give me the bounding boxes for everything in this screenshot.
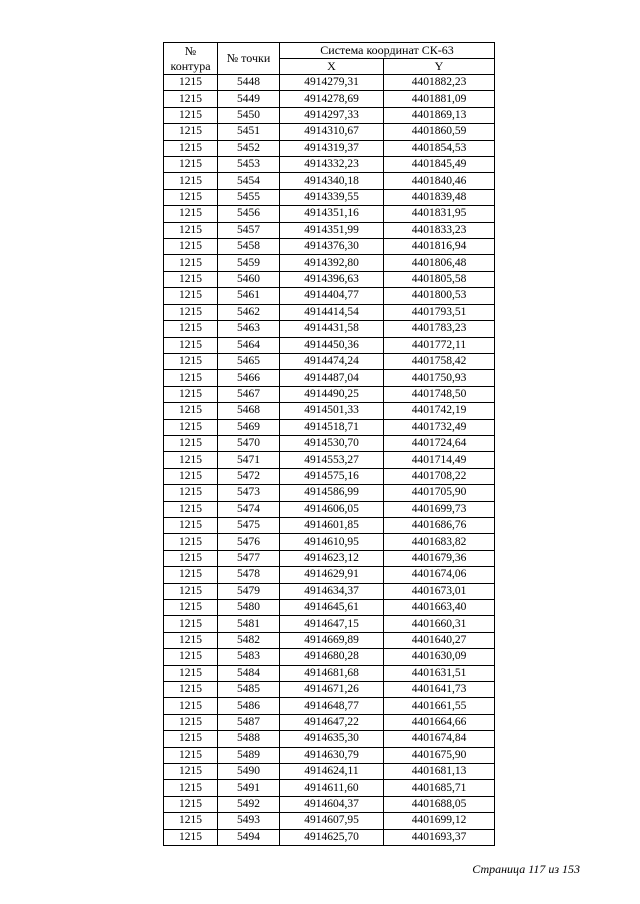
cell-y: 4401833,23 [384,222,495,238]
cell-x: 4914501,33 [280,403,384,419]
cell-x: 4914606,05 [280,501,384,517]
cell-x: 4914339,55 [280,189,384,205]
cell-contour: 1215 [164,583,218,599]
table-row [164,173,495,189]
cell-contour: 1215 [164,222,218,238]
cell-x: 4914630,79 [280,747,384,763]
table-row [164,189,495,205]
cell-y: 4401724,64 [384,435,495,451]
cell-point: 5463 [218,321,280,337]
cell-point: 5451 [218,124,280,140]
cell-x: 4914680,28 [280,649,384,665]
cell-contour: 1215 [164,780,218,796]
table-row [164,370,495,386]
cell-contour: 1215 [164,616,218,632]
table-row [164,796,495,812]
table-row [164,550,495,566]
table-row [164,682,495,698]
cell-contour: 1215 [164,239,218,255]
cell-point: 5481 [218,616,280,632]
header-contour-number: № контура [164,43,218,75]
page-number-footer: Страница 117 из 153 [472,862,580,876]
cell-x: 4914647,22 [280,714,384,730]
cell-contour: 1215 [164,353,218,369]
cell-point: 5452 [218,140,280,156]
cell-y: 4401699,73 [384,501,495,517]
cell-x: 4914611,60 [280,780,384,796]
table-row [164,157,495,173]
cell-contour: 1215 [164,698,218,714]
table-row [164,419,495,435]
cell-contour: 1215 [164,796,218,812]
table-row [164,337,495,353]
cell-y: 4401758,42 [384,353,495,369]
coordinates-table [163,42,495,846]
cell-point: 5493 [218,813,280,829]
cell-x: 4914681,68 [280,665,384,681]
cell-point: 5475 [218,517,280,533]
cell-x: 4914351,16 [280,206,384,222]
cell-y: 4401679,36 [384,550,495,566]
cell-x: 4914610,95 [280,534,384,550]
cell-contour: 1215 [164,517,218,533]
cell-x: 4914431,58 [280,321,384,337]
table-row [164,403,495,419]
cell-y: 4401630,09 [384,649,495,665]
cell-x: 4914648,77 [280,698,384,714]
cell-contour: 1215 [164,321,218,337]
cell-contour: 1215 [164,419,218,435]
cell-x: 4914575,16 [280,468,384,484]
cell-y: 4401881,09 [384,91,495,107]
cell-y: 4401640,27 [384,632,495,648]
cell-x: 4914586,99 [280,485,384,501]
cell-y: 4401882,23 [384,75,495,91]
cell-x: 4914404,77 [280,288,384,304]
table-row [164,288,495,304]
cell-y: 4401854,53 [384,140,495,156]
table-row [164,91,495,107]
cell-contour: 1215 [164,75,218,91]
cell-contour: 1215 [164,403,218,419]
cell-contour: 1215 [164,813,218,829]
cell-contour: 1215 [164,107,218,123]
cell-y: 4401686,76 [384,517,495,533]
table-body [164,75,495,846]
cell-x: 4914351,99 [280,222,384,238]
cell-x: 4914450,36 [280,337,384,353]
header-y: Y [384,59,495,75]
table-row [164,107,495,123]
cell-contour: 1215 [164,255,218,271]
table-row [164,616,495,632]
cell-point: 5458 [218,239,280,255]
cell-y: 4401661,55 [384,698,495,714]
cell-point: 5483 [218,649,280,665]
table-row [164,813,495,829]
cell-contour: 1215 [164,304,218,320]
cell-y: 4401845,49 [384,157,495,173]
table-row [164,747,495,763]
cell-point: 5462 [218,304,280,320]
cell-y: 4401750,93 [384,370,495,386]
cell-y: 4401660,31 [384,616,495,632]
cell-y: 4401674,06 [384,567,495,583]
cell-y: 4401839,48 [384,189,495,205]
cell-y: 4401831,95 [384,206,495,222]
cell-point: 5464 [218,337,280,353]
cell-x: 4914278,69 [280,91,384,107]
cell-point: 5490 [218,764,280,780]
table-row [164,271,495,287]
table-row [164,140,495,156]
cell-point: 5465 [218,353,280,369]
cell-x: 4914553,27 [280,452,384,468]
cell-y: 4401714,49 [384,452,495,468]
table-header [164,43,495,75]
cell-point: 5467 [218,386,280,402]
cell-y: 4401772,11 [384,337,495,353]
cell-contour: 1215 [164,747,218,763]
cell-point: 5476 [218,534,280,550]
cell-contour: 1215 [164,337,218,353]
cell-x: 4914396,63 [280,271,384,287]
cell-contour: 1215 [164,189,218,205]
cell-point: 5494 [218,829,280,845]
cell-x: 4914645,61 [280,600,384,616]
cell-contour: 1215 [164,550,218,566]
cell-y: 4401664,66 [384,714,495,730]
cell-x: 4914671,26 [280,682,384,698]
cell-point: 5470 [218,435,280,451]
table-row [164,468,495,484]
cell-y: 4401860,59 [384,124,495,140]
cell-point: 5455 [218,189,280,205]
cell-x: 4914624,11 [280,764,384,780]
table-row [164,714,495,730]
cell-point: 5486 [218,698,280,714]
cell-contour: 1215 [164,288,218,304]
table-row [164,485,495,501]
cell-point: 5461 [218,288,280,304]
cell-point: 5473 [218,485,280,501]
cell-x: 4914487,04 [280,370,384,386]
cell-x: 4914623,12 [280,550,384,566]
cell-contour: 1215 [164,452,218,468]
cell-point: 5466 [218,370,280,386]
cell-point: 5479 [218,583,280,599]
table-row [164,321,495,337]
table-row [164,304,495,320]
cell-contour: 1215 [164,731,218,747]
cell-x: 4914607,95 [280,813,384,829]
cell-x: 4914279,31 [280,75,384,91]
cell-contour: 1215 [164,157,218,173]
cell-x: 4914635,30 [280,731,384,747]
table-row [164,222,495,238]
cell-contour: 1215 [164,468,218,484]
cell-y: 4401748,50 [384,386,495,402]
cell-contour: 1215 [164,435,218,451]
cell-y: 4401631,51 [384,665,495,681]
cell-y: 4401783,23 [384,321,495,337]
cell-x: 4914319,37 [280,140,384,156]
cell-contour: 1215 [164,485,218,501]
cell-x: 4914474,24 [280,353,384,369]
cell-x: 4914669,89 [280,632,384,648]
cell-point: 5491 [218,780,280,796]
cell-y: 4401675,90 [384,747,495,763]
cell-y: 4401805,58 [384,271,495,287]
cell-contour: 1215 [164,714,218,730]
table-row [164,632,495,648]
cell-contour: 1215 [164,649,218,665]
cell-x: 4914376,30 [280,239,384,255]
cell-y: 4401800,53 [384,288,495,304]
cell-y: 4401683,82 [384,534,495,550]
cell-x: 4914490,25 [280,386,384,402]
cell-y: 4401742,19 [384,403,495,419]
cell-point: 5482 [218,632,280,648]
cell-contour: 1215 [164,124,218,140]
header-coordinate-system: Система координат СК-63 [280,43,495,59]
cell-point: 5472 [218,468,280,484]
cell-contour: 1215 [164,567,218,583]
cell-contour: 1215 [164,501,218,517]
cell-y: 4401681,13 [384,764,495,780]
cell-contour: 1215 [164,173,218,189]
cell-point: 5449 [218,91,280,107]
table-row [164,239,495,255]
cell-contour: 1215 [164,682,218,698]
cell-contour: 1215 [164,632,218,648]
cell-x: 4914297,33 [280,107,384,123]
table-row [164,780,495,796]
cell-x: 4914647,15 [280,616,384,632]
cell-point: 5474 [218,501,280,517]
cell-y: 4401673,01 [384,583,495,599]
cell-point: 5456 [218,206,280,222]
cell-point: 5454 [218,173,280,189]
table-row [164,452,495,468]
cell-y: 4401685,71 [384,780,495,796]
header-x: X [280,59,384,75]
table-row [164,731,495,747]
table-row [164,600,495,616]
cell-y: 4401663,40 [384,600,495,616]
cell-point: 5468 [218,403,280,419]
table-row [164,124,495,140]
cell-x: 4914634,37 [280,583,384,599]
cell-x: 4914625,70 [280,829,384,845]
cell-point: 5450 [218,107,280,123]
cell-y: 4401816,94 [384,239,495,255]
cell-point: 5457 [218,222,280,238]
table-row [164,353,495,369]
cell-point: 5484 [218,665,280,681]
cell-point: 5488 [218,731,280,747]
table-row [164,206,495,222]
cell-x: 4914340,18 [280,173,384,189]
table-row [164,698,495,714]
table-row [164,517,495,533]
cell-x: 4914604,37 [280,796,384,812]
cell-point: 5453 [218,157,280,173]
table-row [164,583,495,599]
cell-point: 5492 [218,796,280,812]
header-point-number: № точки [218,43,280,75]
cell-x: 4914392,80 [280,255,384,271]
cell-contour: 1215 [164,370,218,386]
cell-contour: 1215 [164,829,218,845]
cell-y: 4401641,73 [384,682,495,698]
cell-contour: 1215 [164,386,218,402]
table-row [164,649,495,665]
cell-point: 5478 [218,567,280,583]
cell-contour: 1215 [164,764,218,780]
cell-x: 4914310,67 [280,124,384,140]
cell-contour: 1215 [164,600,218,616]
cell-point: 5487 [218,714,280,730]
table-row [164,255,495,271]
cell-contour: 1215 [164,665,218,681]
cell-point: 5460 [218,271,280,287]
cell-y: 4401688,05 [384,796,495,812]
table-row [164,829,495,845]
cell-y: 4401674,84 [384,731,495,747]
table-row [164,75,495,91]
cell-point: 5489 [218,747,280,763]
table-row [164,764,495,780]
table-row [164,567,495,583]
cell-y: 4401693,37 [384,829,495,845]
cell-contour: 1215 [164,206,218,222]
table-row [164,501,495,517]
cell-x: 4914629,91 [280,567,384,583]
cell-point: 5471 [218,452,280,468]
cell-y: 4401806,48 [384,255,495,271]
cell-y: 4401699,12 [384,813,495,829]
cell-point: 5459 [218,255,280,271]
table-row [164,665,495,681]
table-row [164,435,495,451]
cell-y: 4401705,90 [384,485,495,501]
cell-contour: 1215 [164,271,218,287]
table-row [164,534,495,550]
cell-y: 4401732,49 [384,419,495,435]
cell-y: 4401708,22 [384,468,495,484]
cell-point: 5480 [218,600,280,616]
table-row [164,386,495,402]
cell-contour: 1215 [164,140,218,156]
cell-x: 4914530,70 [280,435,384,451]
cell-x: 4914332,23 [280,157,384,173]
cell-y: 4401793,51 [384,304,495,320]
cell-x: 4914518,71 [280,419,384,435]
cell-point: 5485 [218,682,280,698]
cell-point: 5477 [218,550,280,566]
cell-point: 5469 [218,419,280,435]
cell-contour: 1215 [164,534,218,550]
cell-y: 4401840,46 [384,173,495,189]
cell-y: 4401869,13 [384,107,495,123]
cell-contour: 1215 [164,91,218,107]
cell-x: 4914601,85 [280,517,384,533]
cell-point: 5448 [218,75,280,91]
cell-x: 4914414,54 [280,304,384,320]
